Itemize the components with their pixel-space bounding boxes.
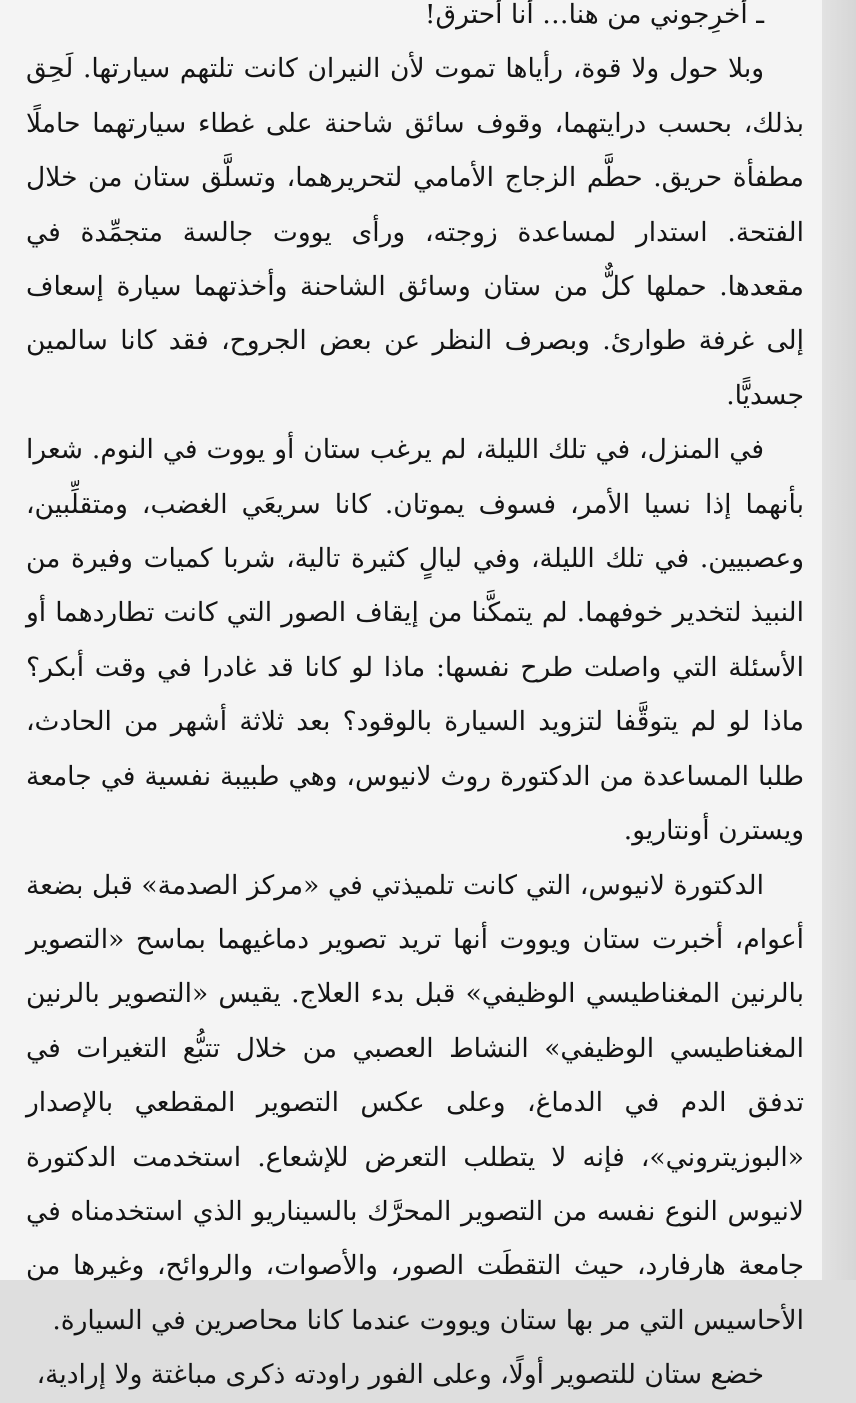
paragraph-stan-scan: خضع ستان للتصوير أولًا، وعلى الفور راودته ذكرى مباغتة ولا إرادية، bbox=[36, 1359, 764, 1391]
paragraph-dr-lanius: الدكتورة لانيوس، التي كانت تلميذتي في «مركز الصدمة» قبل بضعة أعوام، أخبرت ستان ويووت أنها تريد تصوير دماغيهما بماسح «التصوير بالرنين المغناطيسي الوظيفي» قبل بدء العلاج. يقيس «التصوير بالرنين المغناطيسي الوظيفي» النشاط العصبي من خلال تتبُّع التغيرات في تدفق الدم في الدماغ، وعلى عكس التصوير المقطعي بالإصدار «البوزيتروني»، فإنه لا يتطلب التعرض للإشعاع. استخدمت الدكتورة لانيوس النوع نفسه من التصوير المحرَّك بالسيناريو الذي استخدمناه في جامعة هارفارد، حيث التقطَت الصور، والأصوات، والروائح، وغيرها من الأحاسيس التي مر بها ستان ويووت عندما كانا محاصرين في السيارة. bbox=[26, 869, 804, 1336]
paragraph-dialogue: ـ أخرِجوني من هنا… أنا أحترق! bbox=[424, 0, 764, 30]
page-edge-margin bbox=[822, 0, 856, 1280]
paragraph-home-night: في المنزل، في تلك الليلة، لم يرغب ستان أو يووت في النوم. شعرا بأنهما إذا نسيا الأمر، فسوف يموتان. كانا سريعَي الغضب، ومتقلِّبين، وعصبيين. في تلك الليلة، وفي ليالٍ كثيرة تالية، شربا كميات وفيرة من النبيذ لتخدير خوفهما. لم يتمكَّنا من إيقاف الصور التي كانت تطاردهما أو الأسئلة التي واصلت طرح نفسها: ماذا لو كانا قد غادرا في وقت أبكر؟ ماذا لو لم يتوقَّفا لتزويد السيارة بالوقود؟ بعد ثلاثة أشهر من الحادث، طلبا المساعدة من الدكتورة روث لانيوس، وهي طبيبة نفسية في جامعة ويسترن أونتاريو. bbox=[26, 434, 804, 847]
paragraph-accident: وبلا حول ولا قوة، رأياها تموت لأن النيران كانت تلتهم سيارتها. لَحِق بذلك، بحسب درايتهما، وقوف سائق شاحنة على غطاء سيارتهما حاملًا مطفأة حريق. حطَّم الزجاج الأمامي لتحريرهما، وتسلَّق ستان من خلال الفتحة. استدار لمساعدة زوجته، ورأى يووت جالسة متجمِّدة في مقعدها. حملها كلٌّ من ستان وسائق الشاحنة وأخذتهما سيارة إسعاف إلى غرفة طوارئ. وبصرف النظر عن بعض الجروح، فقد كانا سالمين جسديًّا. bbox=[26, 53, 804, 411]
page-body-text bbox=[26, 0, 804, 1403]
